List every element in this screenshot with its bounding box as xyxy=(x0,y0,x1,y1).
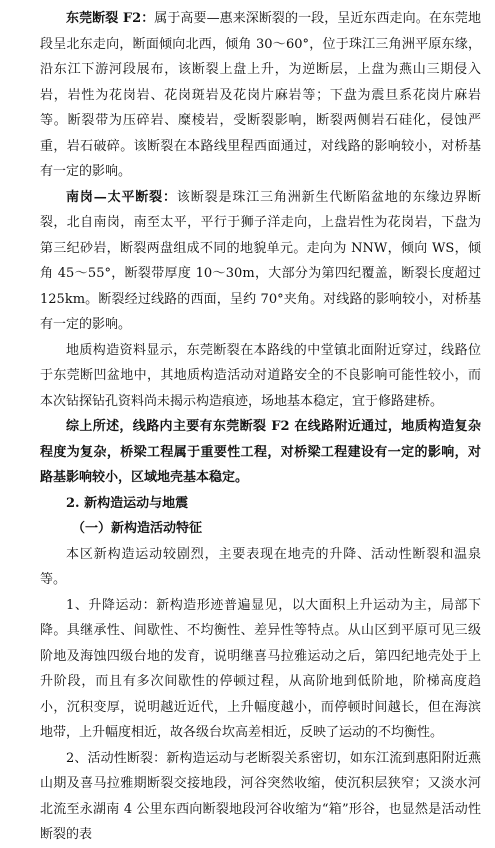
fault-title: 东莞断裂 F2： xyxy=(66,11,155,26)
subsection-heading: （一）新构造活动特征 xyxy=(72,521,203,536)
paragraph-geologic-summary: 地质构造资料显示，东莞断裂在本路线的中堂镇北面附近穿过，线路位于东莞断凹盆地中，其地质构造活动对道路安全的不良影响可能性较小，而本次钻探钻孔资料尚未揭示构造痕迹，场地基本稳定，宜于修路建桥。 xyxy=(40,342,481,409)
paragraph-nangang-taiping-fault xyxy=(40,185,481,338)
paragraph-conclusion: 综上所述，线路内主要有东莞断裂 F2 在线路附近通过，地质构造复杂程度为复杂，桥梁工程属于重要性工程，对桥梁工程建设有一定的影响，对路基影响较小，区域地壳基本稳定。 xyxy=(40,419,481,485)
paragraph-intro: 本区新构造运动较剧烈，主要表现在地壳的升降、活动性断裂和温泉等。 xyxy=(40,546,481,587)
section-heading: 2. 新构造运动与地震 xyxy=(66,495,189,511)
paragraph-dongguan-fault xyxy=(40,6,481,185)
paragraph-text: 该断裂是珠江三角洲新生代断陷盆地的东缘边界断裂，北自南岗，南至太平，平行于狮子洋走向，上盘岩性为花岗岩，下盘为第三纪砂岩，断裂两盘组成不同的地貌单元。走向为 NNW，倾向 WS，倾角 45～55°，断裂带厚度 10～30m，大部分为第四纪覆盖，断裂长度超过 125km。断裂经过线路的西面，呈约 70°夹角。对线路的影响较小，对桥基有一定的影响。 xyxy=(40,189,481,332)
paragraph-uplift: 1、升降运动：新构造形迹普遍显见，以大面积上升运动为主，局部下降。具继承性、间歇性、不均衡性、差异性等特点。从山区到平原可见三级阶地及海蚀四级台地的发育，说明继喜马拉雅运动之后，第四纪地壳处于上升阶段，而且有多次间歇性的停顿过程，从高阶地到低阶地，阶梯高度趋小，沉积变厚，说明越近近代，上升幅度越小，而停顿时间越长，但在海滨地带，上升幅度相近，故各级台坎高差相近，反映了运动的不均衡性。 xyxy=(40,597,481,740)
paragraph-text: 属于高要—惠来深断裂的一段，呈近东西走向。在东莞地段呈北东走向，断面倾向北西，倾角 30～60°，位于珠江三角洲平原东缘，沿东江下游河段展布，该断裂上盘上升，为逆断层，上盘为燕山三期侵入岩，岩性为花岗岩、花岗斑岩及花岗片麻岩等；下盘为震旦系花岗片麻岩等。断裂带为压碎岩、糜棱岩，受断裂影响，断裂两侧岩石硅化，侵蚀严重，岩石破碎。该断裂在本路线里程西面通过，对线路的影响较小，对桥基有一定的影响。 xyxy=(40,11,481,179)
paragraph-active-faults: 2、活动性断裂：新构造运动与老断裂关系密切，如东江流到惠阳附近燕山期及喜马拉雅期断裂交接地段，河谷突然收缩，使沉积层狭窄；又淡水河北流至永湖南 4 公里东西向断裂地段河谷收缩为“箱”形谷，也显然是活动性断裂的表 xyxy=(40,750,481,842)
fault-title: 南岗—太平断裂： xyxy=(66,189,177,205)
